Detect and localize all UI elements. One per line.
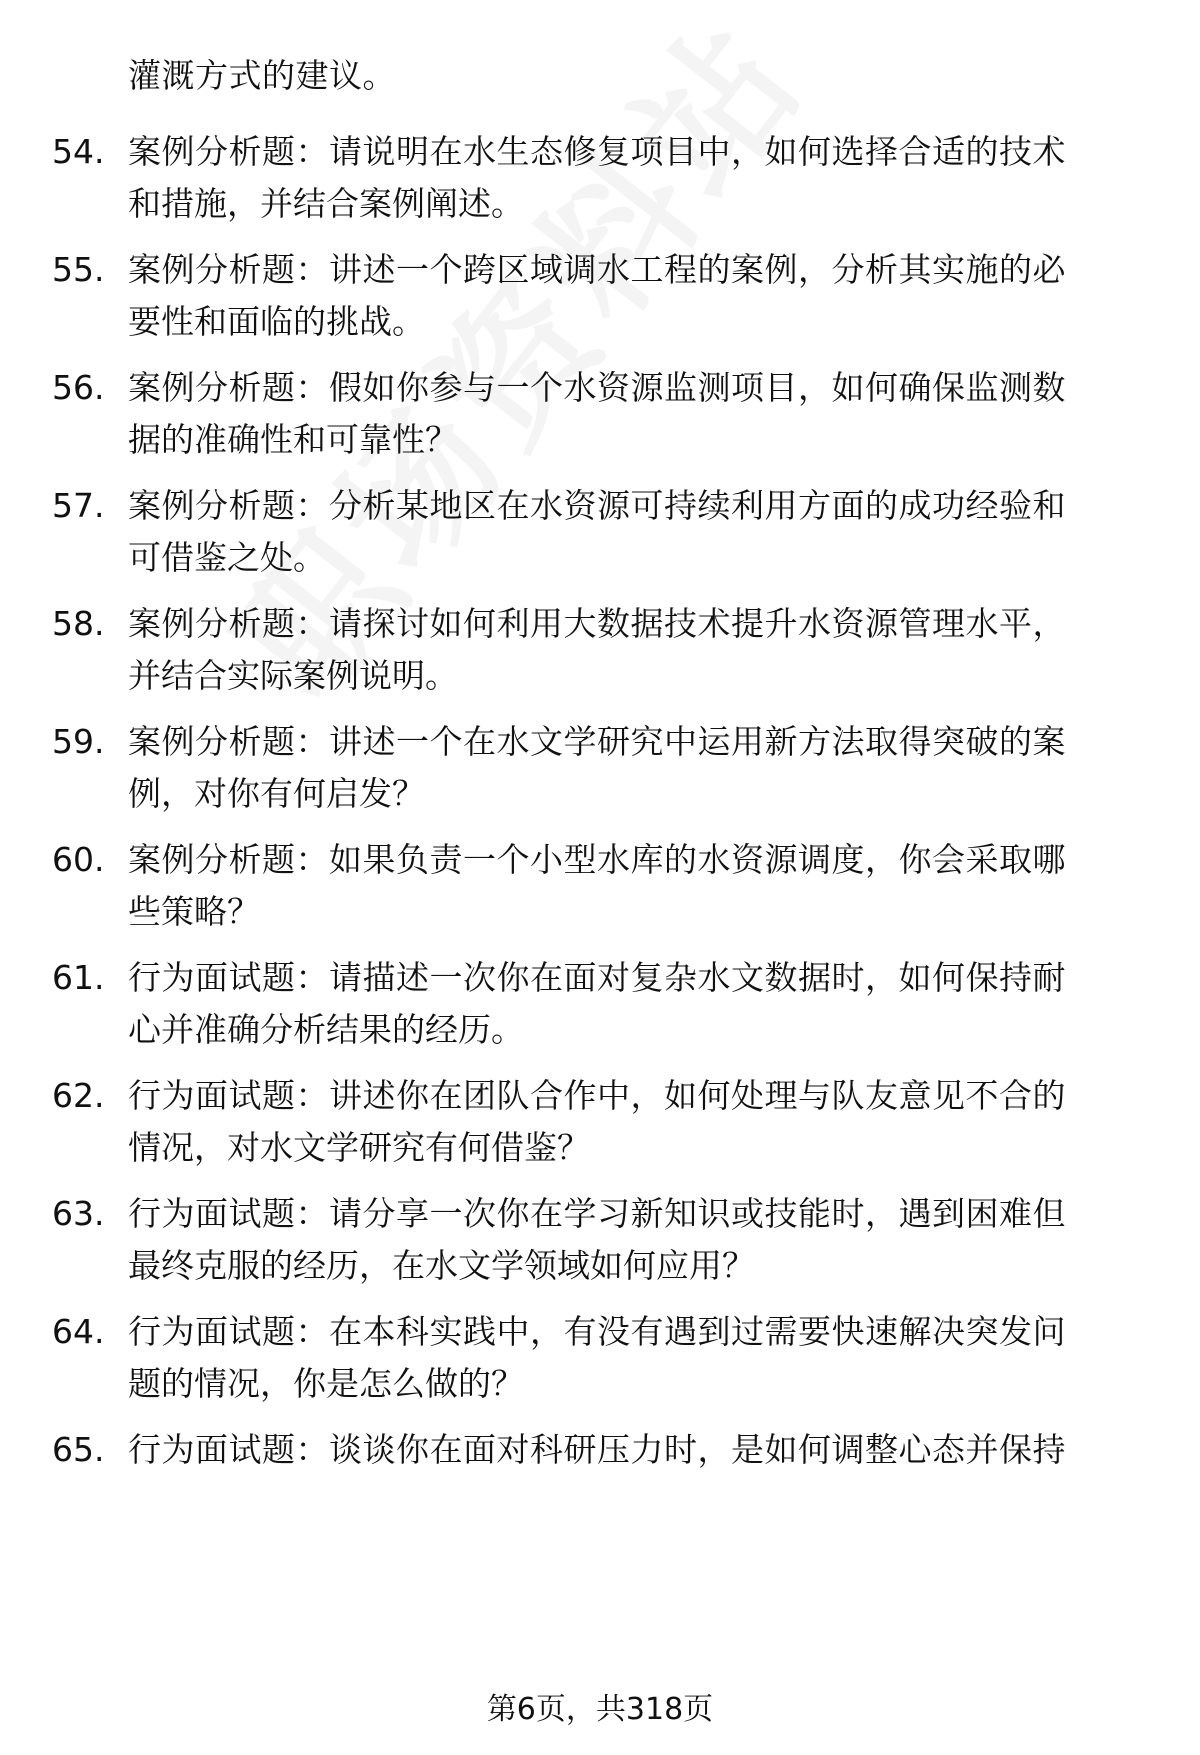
question-line-1: 行为面试题：讲述你在团队合作中，如何处理与队友意见不合的 <box>128 1076 1066 1115</box>
question-number: 58. <box>52 604 105 643</box>
question-number: 56. <box>52 368 105 407</box>
question-line-2: 些策略？ <box>128 892 260 931</box>
question-line-2: 要性和面临的挑战。 <box>128 302 425 341</box>
question-number: 54. <box>52 132 105 171</box>
question-line-2: 可借鉴之处。 <box>128 538 326 577</box>
question-line-2: 例，对你有何启发？ <box>128 774 425 813</box>
question-number: 62. <box>52 1076 105 1115</box>
question-number: 55. <box>52 250 105 289</box>
question-line-2: 据的准确性和可靠性？ <box>128 420 458 459</box>
question-number: 61. <box>52 958 105 997</box>
question-number: 64. <box>52 1312 105 1351</box>
question-line-1: 案例分析题：请探讨如何利用大数据技术提升水资源管理水平， <box>128 604 1066 643</box>
question-line-1: 案例分析题：如果负责一个小型水库的水资源调度，你会采取哪 <box>128 840 1066 879</box>
question-line-1: 案例分析题：讲述一个跨区域调水工程的案例，分析其实施的必 <box>128 250 1066 289</box>
question-line-1: 行为面试题：请描述一次你在面对复杂水文数据时，如何保持耐 <box>128 958 1066 997</box>
page-footer: 第6页，共318页 <box>486 1692 714 1727</box>
question-line-2: 最终克服的经历，在水文学领域如何应用？ <box>128 1246 755 1285</box>
question-number: 63. <box>52 1194 105 1233</box>
question-line-2: 心并准确分析结果的经历。 <box>128 1010 524 1049</box>
question-line-2: 情况，对水文学研究有何借鉴？ <box>128 1128 590 1167</box>
question-number: 65. <box>52 1430 105 1469</box>
question-line-1: 案例分析题：假如你参与一个水资源监测项目，如何确保监测数 <box>128 368 1066 407</box>
question-line-1: 案例分析题：请说明在水生态修复项目中，如何选择合适的技术 <box>128 132 1066 171</box>
question-number: 57. <box>52 486 105 525</box>
question-line-1: 行为面试题：谈谈你在面对科研压力时，是如何调整心态并保持 <box>128 1430 1066 1469</box>
question-line-1: 案例分析题：讲述一个在水文学研究中运用新方法取得突破的案 <box>128 722 1066 761</box>
question-line-1: 行为面试题：请分享一次你在学习新知识或技能时，遇到困难但 <box>128 1194 1066 1233</box>
question-number: 59. <box>52 722 105 761</box>
question-line-2: 和措施，并结合案例阐述。 <box>128 184 524 223</box>
question-line-1: 行为面试题：在本科实践中，有没有遇到过需要快速解决突发问 <box>128 1312 1066 1351</box>
question-number: 60. <box>52 840 105 879</box>
question-line-2: 题的情况，你是怎么做的？ <box>128 1364 524 1403</box>
question-line-2: 并结合实际案例说明。 <box>128 656 458 695</box>
continued-line: 灌溉方式的建议。 <box>128 56 396 95</box>
question-line-1: 案例分析题：分析某地区在水资源可持续利用方面的成功经验和 <box>128 486 1066 525</box>
